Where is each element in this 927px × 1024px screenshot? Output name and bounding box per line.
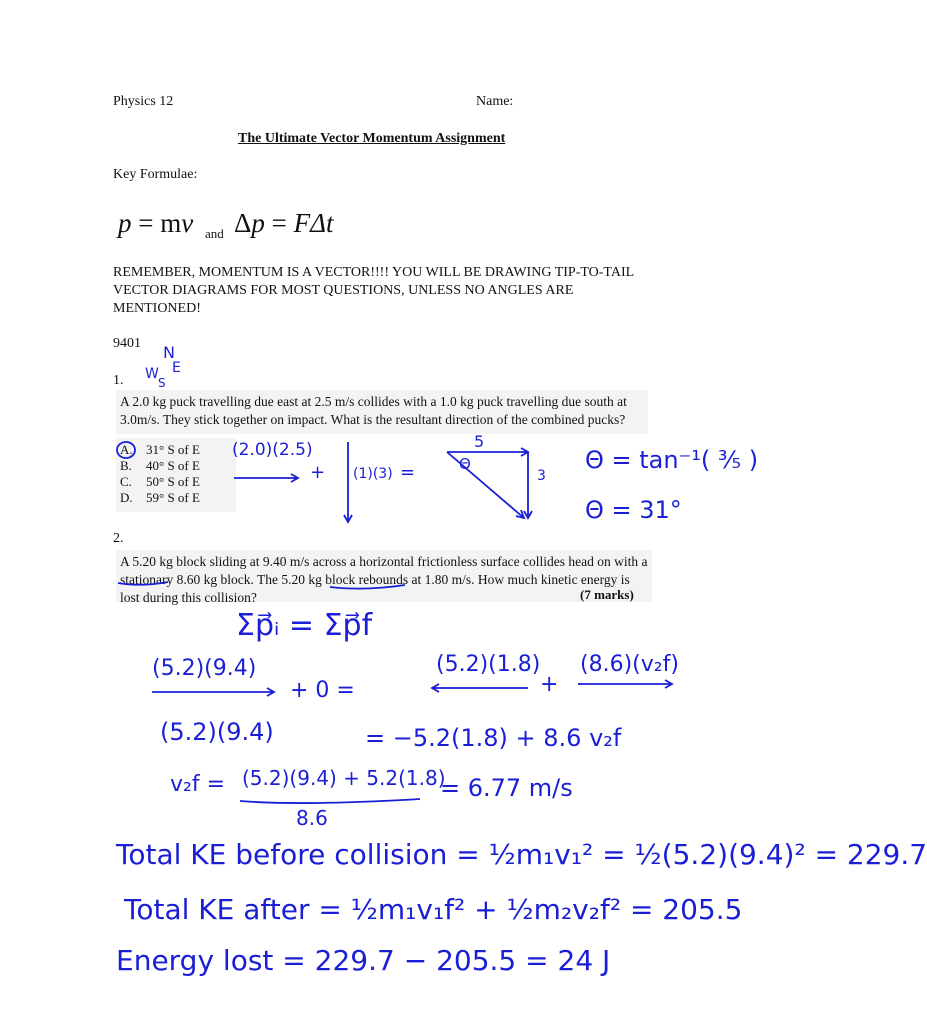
page-title: The Ultimate Vector Momentum Assignment [238,131,506,146]
theta-result: Θ = 31° [585,496,682,524]
work-line2-e: (8.6)(v₂f) [580,652,679,677]
work-line4-result: = 6.77 m/s [440,774,573,802]
fraction-bar [240,799,420,803]
triangle-top-label: 5 [474,432,485,451]
p-vector: p [251,208,265,238]
formula-equals: = [264,208,294,238]
equals-sign: = [400,462,416,483]
question-1-text: A 2.0 kg puck travelling due east at 2.5 m/s collides with a 1.0 kg puck travelling due south at 3.0m/s. They stick together on impact. What is the resultant direction of the combined pucks? [120,394,627,427]
formulae-label: Key Formulae: [113,167,198,182]
theta-formula: Θ = tan⁻¹( ³⁄₅ ) [585,446,759,474]
triangle-side-label: 3 [537,468,546,484]
plus-sign: + [310,462,326,483]
ke-after: Total KE after = ½m₁v₁f² + ½m₂v₂f² = 205.5 [124,893,743,926]
compass-w: W [145,366,159,382]
stationary-underline [118,582,168,585]
rebounds-underline [330,585,405,589]
triangle-angle-label: Θ [459,455,471,473]
option-letter: A. [120,442,133,457]
name-label: Name: [476,94,514,109]
v-vector: v [181,208,194,238]
work-line2-a: (5.2)(9.4) [152,656,257,681]
option-letter: D. [120,490,133,505]
p-vector: p [118,208,132,238]
option-letter: B. [120,458,132,473]
vector2-label: (1)(3) [353,466,393,482]
ke-before: Total KE before collision = ½m₁v₁² = ½(5.2)(9.4)² = 229.7 [116,838,927,871]
section-code: 9401 [113,336,141,351]
work-line4-denominator: 8.6 [296,806,328,830]
compass-n: N [163,343,175,362]
work-line3-b: = −5.2(1.8) + 8.6 v₂f [365,724,622,752]
question-2-number: 2. [113,531,124,546]
work-line4-numerator: (5.2)(9.4) + 5.2(1.8) [242,766,446,790]
option-text: 59° S of E [146,490,200,505]
vector1-label: (2.0)(2.5) [232,440,313,460]
option-letter: C. [120,474,132,489]
marks-label: (7 marks) [580,587,634,602]
work-line2-c: (5.2)(1.8) [436,652,541,677]
compass-e: E [172,360,181,376]
course-label: Physics 12 [113,94,174,109]
work-line4-a: v₂f = [170,772,226,797]
answer-circle [117,442,135,458]
energy-lost: Energy lost = 229.7 − 205.5 = 24 J [116,944,611,977]
momentum-conservation: Σp⃗ᵢ = Σp⃗f [236,608,373,643]
option-text: 31° S of E [146,442,200,457]
reminder-text: REMEMBER, MOMENTUM IS A VECTOR!!!! YOU WILL BE DRAWING TIP-TO-TAIL VECTOR DIAGRAMS FOR MOST QUESTIONS, UNLESS NO ANGLES ARE MENTIONED! [113,265,634,316]
compass-s: S [158,376,166,390]
formula-equals: = m [131,208,182,238]
and-label: and [205,226,224,241]
work-line2-d: + [540,672,559,697]
option-text: 50° S of E [146,474,200,489]
work-line3-a: (5.2)(9.4) [160,718,274,746]
question-2-text: A 5.20 kg block sliding at 9.40 m/s across a horizontal frictionless surface collides head on with a stationary 8.60 kg block. The 5.20 kg block rebounds at 1.80 m/s. How much kinetic energy is lost during this collision? [120,554,648,605]
delta-symbol: Δ [234,208,252,238]
triangle-hypotenuse [447,452,524,518]
work-line2-b: + 0 = [290,678,355,703]
f-vector: F [293,208,311,238]
question-1-number: 1. [113,373,124,388]
option-text: 40° S of E [146,458,200,473]
delta-t: Δt [310,208,334,238]
